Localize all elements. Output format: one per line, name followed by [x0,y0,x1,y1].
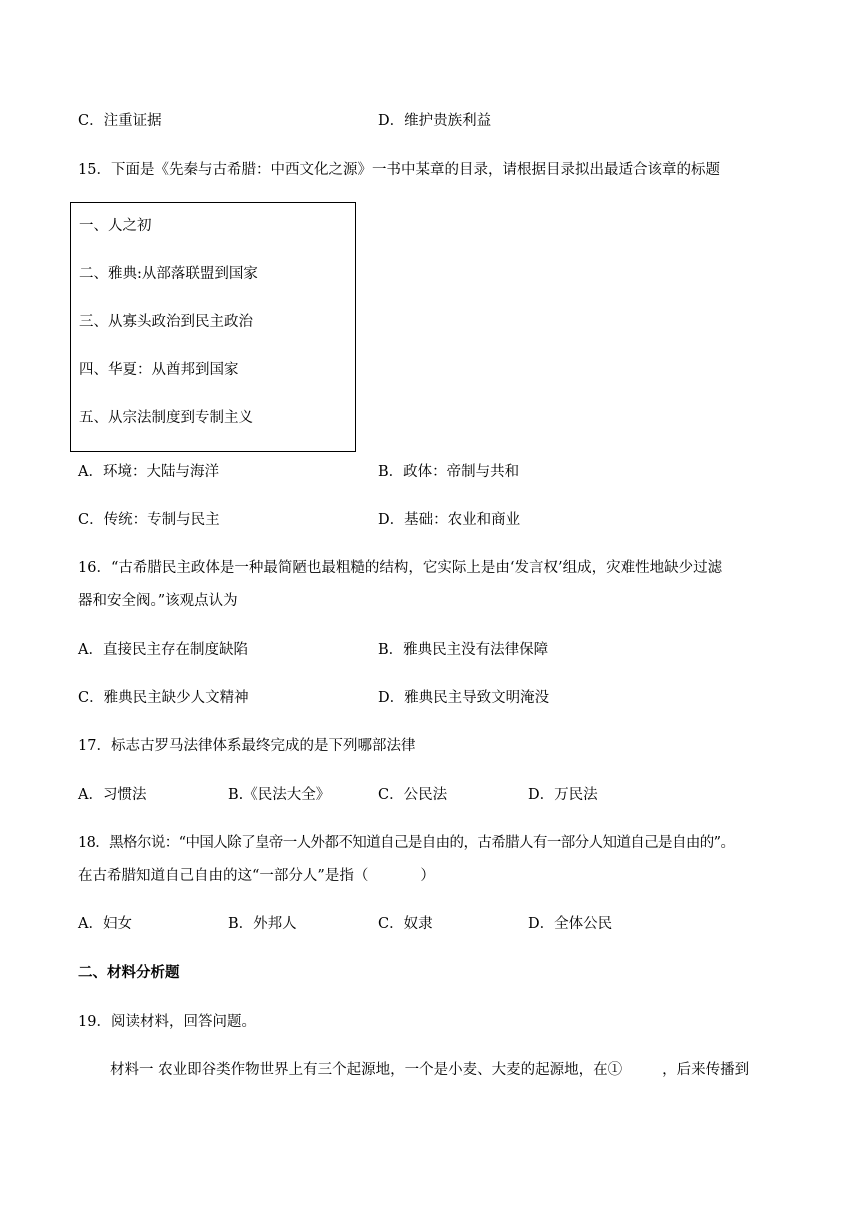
q14-option-c: C．注重证据 [78,113,162,129]
q16-option-b: B．雅典民主没有法律保障 [378,642,549,658]
q18-stem-text: 在古希腊知道自己自由的这“一部分人”是指（ [78,868,369,884]
q17-option-c: C．公民法 [378,787,448,803]
q15-option-c: C．传统：专制与民主 [78,512,220,528]
q15-stem: 15．下面是《先秦与古希腊：中西文化之源》一书中某章的目录，请根据目录拟出最适合该章的标题 [78,162,720,178]
q18-option-b: B．外邦人 [228,916,297,932]
q18-option-a: A．妇女 [78,916,132,932]
toc-item: 三、从寡头政治到民主政治 [79,314,253,330]
q19-material-1 [110,1060,749,1080]
q14-option-d: D．维护贵族利益 [378,113,492,129]
q16-stem-line1: 16．“古希腊民主政体是一种最简陋也最粗糙的结构，它实际上是由‘发言权’组成，灾难性地缺少过滤 [78,560,723,576]
q15-option-a: A．环境：大陆与海洋 [78,464,219,480]
material-text: 材料一 农业即谷类作物世界上有三个起源地，一个是小麦、大麦的起源地，在① [110,1062,623,1078]
material-text-cont: ，后来传播到 [662,1062,750,1078]
q17-option-b: B.《民法大全》 [228,787,331,803]
q18-close-paren: ） [420,868,435,884]
q15-option-b: B．政体：帝制与共和 [378,464,520,480]
q15-toc-box [70,202,356,452]
q17-option-d: D．万民法 [528,787,598,803]
q18-stem-line2 [78,866,435,886]
q17-option-a: A．习惯法 [78,787,147,803]
section-heading: 二、材料分析题 [78,965,180,981]
q16-option-d: D．雅典民主导致文明淹没 [378,690,550,706]
q16-stem-line2: 器和安全阀。”该观点认为 [78,593,238,609]
q18-option-d: D．全体公民 [528,916,613,932]
toc-item: 二、雅典:从部落联盟到国家 [79,266,258,282]
toc-item: 五、从宗法制度到专制主义 [79,410,253,426]
q18-stem-line1: 18．黑格尔说：“中国人除了皇帝一人外都不知道自己是自由的，古希腊人有一部分人知道自己是自由的”。 [78,835,735,851]
q16-option-c: C．雅典民主缺少人文精神 [78,690,249,706]
toc-item: 四、华夏：从酋邦到国家 [79,362,239,378]
q17-stem: 17．标志古罗马法律体系最终完成的是下列哪部法律 [78,738,416,754]
toc-item: 一、人之初 [79,218,152,234]
q18-option-c: C．奴隶 [378,916,433,932]
q16-option-a: A．直接民主存在制度缺陷 [78,642,248,658]
q19-stem: 19．阅读材料，回答问题。 [78,1014,256,1030]
q15-option-d: D．基础：农业和商业 [378,512,521,528]
